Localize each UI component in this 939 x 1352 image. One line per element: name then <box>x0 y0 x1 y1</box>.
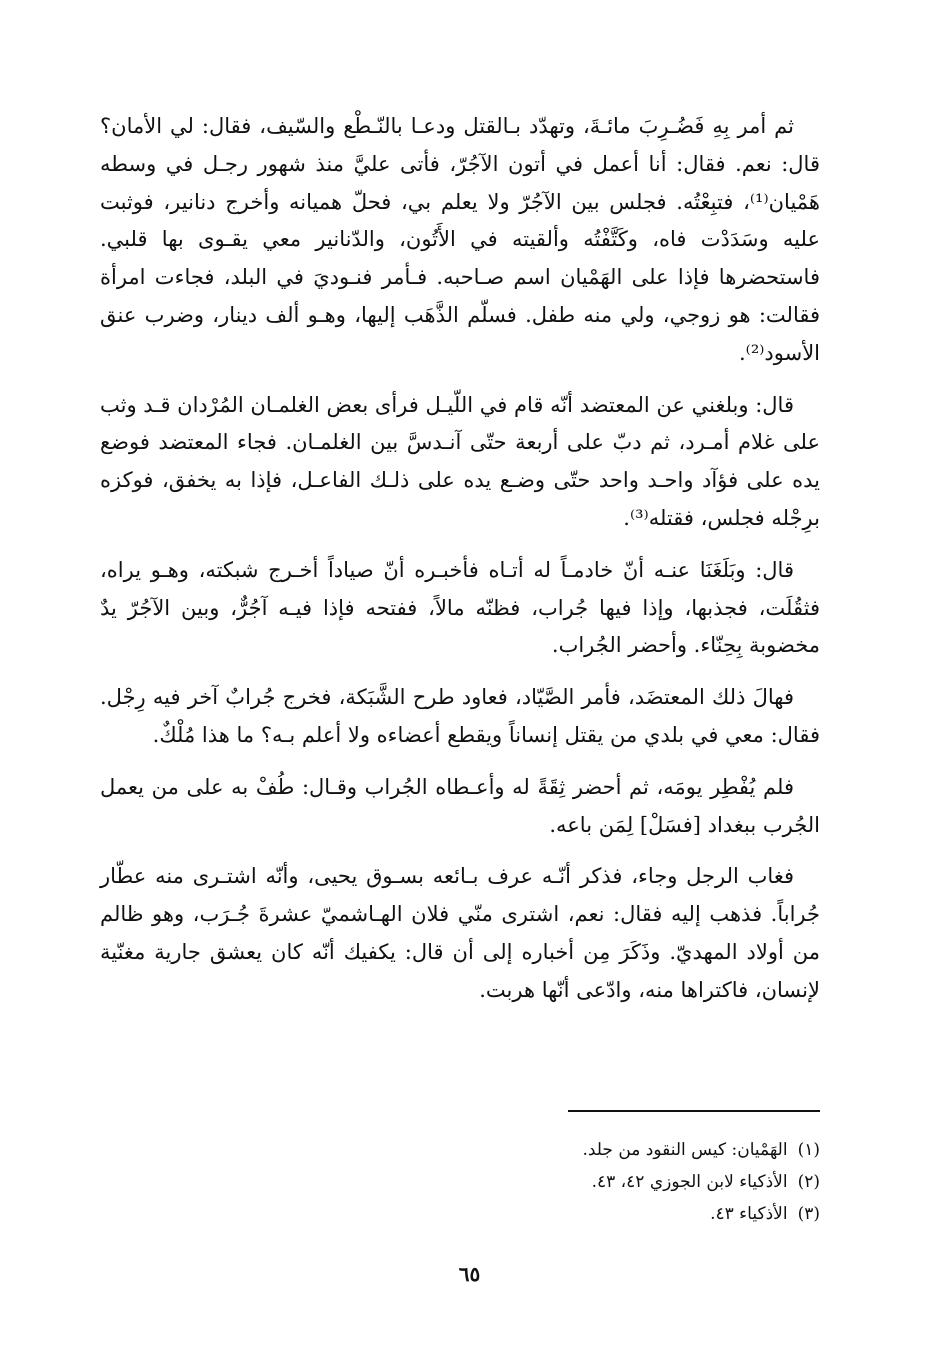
footnote-text: الأذكياء ٤٣. <box>710 1204 788 1224</box>
footnote-number: (١) <box>797 1140 820 1160</box>
footnote-3 <box>300 1198 820 1230</box>
footnote-number: (٣) <box>797 1204 820 1224</box>
footnote-2 <box>300 1166 820 1198</box>
footnote-text: الهَمْيان: كيس النقود من جلد. <box>582 1140 788 1160</box>
paragraph-1: ثم أمر بِهِ فَضُـرِبَ مائـةَ، وتهدّد بـالقتل ودعـا بالنّـطْع والسّيف، فقال: لي الأمان؟ قال: نعم. فقال: أنا أعمل في أتون الآجُرّ، فأتى عليَّ منذ شهور رجـل في وسطه هَمْيان⁽¹⁾، فتبِعْتُه. فجلس بين الآجُرّ ولا يعلم بي، فحلّ همیانه وأخرج دنانير، فوثبت عليه وسَدَدْت فاه، وكَتَّفْتُه وألقيته في الأَتُون، والدّنانير معي يقـوى بها قلبي. فاستحضرها فإذا على الهَمْيان اسم صـاحبه. فـأمر فنـوديَ في البلد، فجاءت امرأة فقالت: هو زوجي، ولي منه طفل. فسلّم الذَّهَب إليها، وهـو ألف دينار، وضرب عنق الأسود⁽²⁾. <box>100 114 820 365</box>
footnote-divider <box>568 1110 820 1112</box>
footnote-1 <box>300 1134 820 1166</box>
footnote-text: الأذكياء لابن الجوزي ٤٢، ٤٣. <box>591 1172 788 1192</box>
main-text <box>100 108 820 1024</box>
footnote-number: (٢) <box>797 1172 820 1192</box>
page-number: ٦٥ <box>458 1262 481 1286</box>
paragraph-4: فهالَ ذلك المعتضَد، فأمر الصَّيّاد، فعاود طرح الشَّبَكة، فخرج جُرابٌ آخر فيه رِجْل. فقال: معي في بلدي من يقتل إنساناً ويقطع أعضاءه ولا أعلم بـه؟ ما هذا مُلْكٌ. <box>100 685 820 747</box>
paragraph-3: قال: وبَلَغَنَا عنـه أنّ خادمـاً له أتـاه فأخبـره أنّ صياداً أخـرج شبكته، وهـو يراه، فثقُلَت، فجذبها، وإذا فيها جُراب، فظنّه مالاً، ففتحه فإذا فيـه آجُرٌّ، وبين الآجُرّ يدٌ مخضوبة بِحِنّاء. وأحضر الجُراب. <box>100 557 820 658</box>
paragraph-5: فلم يُفْطِر يومَه، ثم أحضر ثِقَةً له وأعـطاه الجُراب وقـال: طُفْ به على من يعمل الجُرب ببغداد [فسَلْ] لِمَن باعه. <box>100 774 820 837</box>
footnotes <box>300 1134 820 1230</box>
paragraph-2: قال: وبلغني عن المعتضد أنّه قام في اللّيـل فرأى بعض الغلمـان المُرْدان قـد وثب على غلام أمـرد، ثم دبّ على أربعة حتّى آنـدسَّ بين الغلمـان. فجاء المعتضد فوضع يده على فؤآد واحـد واحد حتّى وضـع يده على ذلـك الفاعـل، فإذا به يخفق، فوكزه برِجْله فجلس، فقتله⁽³⁾. <box>100 392 820 530</box>
paragraph-6: فغاب الرجل وجاء، فذكر أنّـه عرف بـائعه بسـوق يحيى، وأنّه اشتـرى منه عطّار جُراباً. فذهب إليه فقال: نعم، اشترى منّي فلان الهـاشميّ عشرةَ جُـرَب، وهو ظالم من أولاد المهديّ. وذَكَرَ مِن أخباره إلى أن قال: يكفيك أنّه كان يعشق جارية مغنّية لإنسان، فاكتراها منه، وادّعى أنّها هربت. <box>100 864 820 1002</box>
